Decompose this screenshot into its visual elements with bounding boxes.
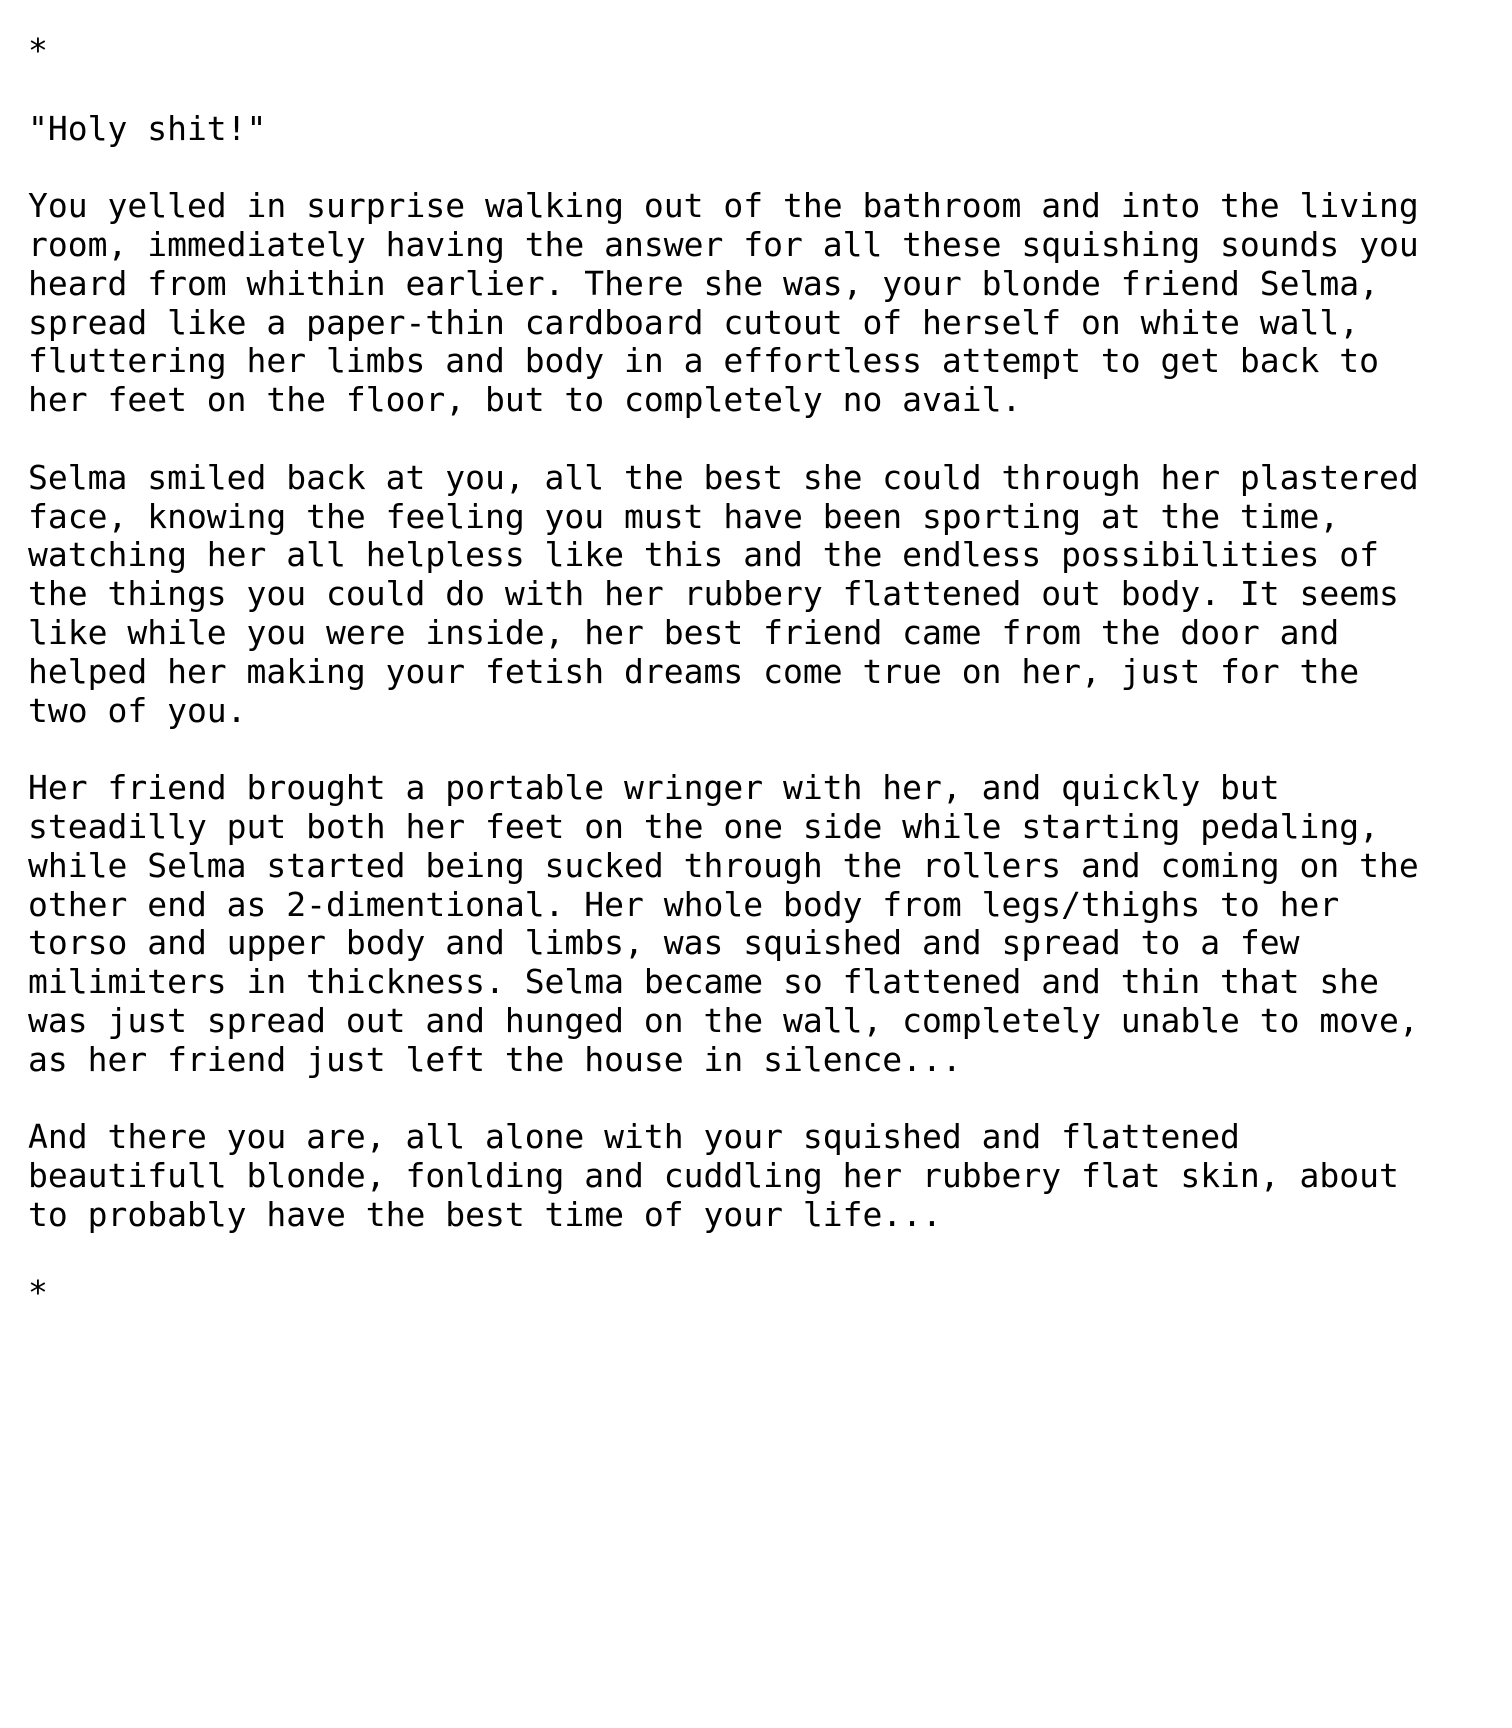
blank-line	[28, 1235, 1498, 1274]
blank-line	[28, 420, 1498, 459]
text-line: room, immediately having the answer for all these squishing sounds you	[28, 224, 1419, 264]
text-line: helped her making your fetish dreams come true on her, just for the	[28, 651, 1360, 691]
text-line: beautifull blonde, fonlding and cuddling her rubbery flat skin, about	[28, 1156, 1399, 1196]
exclamation-line: "Holy shit!"	[28, 108, 267, 148]
blank-line	[28, 1080, 1498, 1119]
paragraph-4	[28, 1118, 1498, 1234]
text-line: milimiters in thickness. Selma became so flattened and thin that she	[28, 962, 1380, 1002]
text-line: torso and upper body and limbs, was squished and spread to a few	[28, 923, 1300, 963]
text-line: as her friend just left the house in silence...	[28, 1039, 962, 1079]
story-document	[28, 32, 1498, 1312]
paragraph-3	[28, 769, 1498, 1079]
separator-top: *	[28, 31, 48, 70]
text-line: Her friend brought a portable wringer with her, and quickly but	[28, 768, 1280, 808]
text-line: the things you could do with her rubbery flattened out body. It seems	[28, 574, 1399, 614]
text-line: Selma smiled back at you, all the best she could through her plastered	[28, 457, 1419, 497]
text-line: was just spread out and hunged on the wall, completely unable to move,	[28, 1000, 1419, 1040]
text-line: while Selma started being sucked through the rollers and coming on the	[28, 845, 1419, 885]
blank-line	[28, 730, 1498, 769]
text-line: her feet on the floor, but to completely no avail.	[28, 380, 1022, 420]
text-line: spread like a paper-thin cardboard cutout of herself on white wall,	[28, 302, 1360, 342]
text-line: like while you were inside, her best friend came from the door and	[28, 612, 1340, 652]
text-line: heard from whithin earlier. There she was, your blonde friend Selma,	[28, 263, 1380, 303]
text-line: And there you are, all alone with your squished and flattened	[28, 1117, 1240, 1157]
text-line: steadilly put both her feet on the one side while starting pedaling,	[28, 806, 1380, 846]
text-line: other end as 2-dimentional. Her whole body from legs/thighs to her	[28, 884, 1340, 924]
blank-line	[28, 148, 1498, 187]
text-line: You yelled in surprise walking out of the bathroom and into the living	[28, 186, 1419, 226]
blank-line	[28, 71, 1498, 110]
text-line: fluttering her limbs and body in a effortless attempt to get back to	[28, 341, 1380, 381]
paragraph-1	[28, 187, 1498, 420]
text-line: two of you.	[28, 690, 247, 730]
paragraph-2	[28, 459, 1498, 731]
separator-bottom: *	[28, 1272, 48, 1312]
text-line: face, knowing the feeling you must have been sporting at the time,	[28, 496, 1340, 536]
text-line: to probably have the best time of your life...	[28, 1194, 942, 1234]
text-line: watching her all helpless like this and the endless possibilities of	[28, 535, 1380, 575]
